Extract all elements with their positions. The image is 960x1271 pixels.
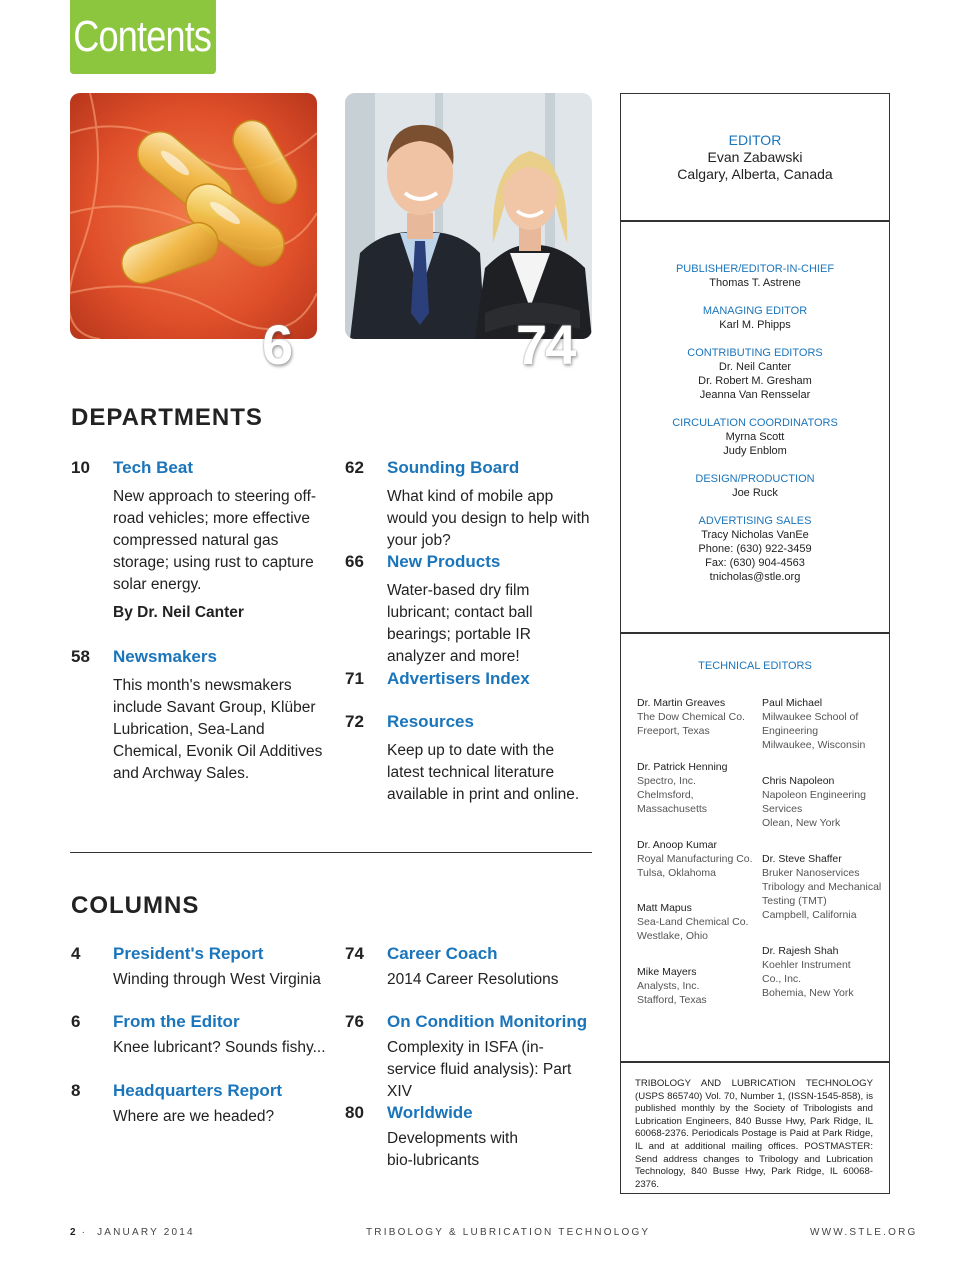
entry-description: Water-based dry film lubricant; contact ball bearings; portable IR analyzer and more! [387,582,533,665]
entry-title[interactable]: Worldwide [387,1103,473,1122]
entry-description: Where are we headed? [113,1108,275,1125]
technical-editor [637,760,757,816]
editor-affiliation: Sea-Land Chemical Co. [637,916,749,928]
entry-title[interactable]: From the Editor [113,1012,240,1031]
technical-editor [637,838,757,880]
page-number: 8 [71,1081,81,1100]
photo-page-number: 74 [516,313,575,376]
editor-affiliation: Milwaukee School of [762,711,859,723]
editor-affiliation: Tulsa, Oklahoma [637,867,716,879]
editor-affiliation: Campbell, California [762,909,857,921]
entry-title[interactable]: New Products [387,552,501,571]
editor-affiliation: Bruker Nanoservices [762,867,860,879]
editor-affiliation: Napoleon Engineering [762,789,866,801]
staff-role: DESIGN/PRODUCTION [695,473,815,485]
staff-role: ADVERTISING SALES [698,515,812,527]
staff-name: Thomas T. Astrene [709,277,801,289]
editor-location: Calgary, Alberta, Canada [677,166,833,182]
sidebar-divider [621,220,889,222]
entry-description: What kind of mobile app would you design to help with your job? [387,488,590,549]
entry-title[interactable]: Sounding Board [387,458,520,477]
page-number: 74 [345,944,364,963]
entry-title[interactable]: On Condition Monitoring [387,1012,588,1031]
footer-website[interactable]: WWW.STLE.ORG [810,1227,918,1238]
editor-affiliation: Milwaukee, Wisconsin [762,739,866,751]
contents-tab: Contents [70,0,216,74]
editor-affiliation: Freeport, Texas [637,725,710,737]
page-number: 76 [345,1012,364,1031]
footer-issue-date: JANUARY 2014 [97,1227,195,1238]
editor-name: Dr. Rajesh Shah [762,945,839,957]
editor-affiliation: Tribology and Mechanical [762,881,882,893]
page-number: 58 [71,647,90,666]
entry-description: Keep up to date with the latest technical literature available in print and online. [387,742,580,803]
editor-affiliation: Olean, New York [762,817,841,829]
editor-affiliation: Testing (TMT) [762,895,827,907]
staff-name: Myrna Scott [725,431,785,443]
fish-oil-capsules-photo [70,93,317,339]
technical-editor [637,696,757,738]
entry-title[interactable]: Advertisers Index [387,669,530,688]
staff-group [621,304,889,332]
entry-description: Complexity in ISFA (in-service fluid analysis): Part XIV [387,1039,572,1100]
entry-description: Winding through West Virginia [113,971,321,988]
entry-title[interactable]: Resources [387,712,474,731]
technical-editor [762,774,887,830]
editor-affiliation: Spectro, Inc. [637,775,696,787]
staff-list [621,262,889,598]
editor-role: EDITOR [728,132,782,148]
editor-affiliation: Massachusetts [637,803,708,815]
entry-title[interactable]: Tech Beat [113,458,193,477]
departments-heading: DEPARTMENTS [71,404,263,431]
photo-page-number: 6 [262,313,292,376]
editor-affiliation: Analysts, Inc. [637,980,700,992]
staff-name: Joe Ruck [732,487,778,499]
entry-title[interactable]: Career Coach [387,944,498,963]
staff-name: Judy Enblom [723,445,787,457]
editor-affiliation: Bohemia, New York [762,987,854,999]
footer-magazine-title: TRIBOLOGY & LUBRICATION TECHNOLOGY [366,1227,651,1238]
editor-affiliation: Engineering [762,725,819,737]
technical-editor [762,696,887,752]
staff-group [621,346,889,402]
staff-group [621,472,889,500]
editor-affiliation: Westlake, Ohio [637,930,709,942]
section-divider [70,852,592,853]
footer-issue [70,1227,195,1238]
staff-name: Jeanna Van Rensselar [699,389,811,401]
editor-affiliation: Stafford, Texas [637,994,707,1006]
staff-role: MANAGING EDITOR [702,305,808,317]
editor-name: Dr. Anoop Kumar [637,839,717,851]
staff-name: Dr. Robert M. Gresham [698,375,812,387]
staff-group [621,514,889,584]
editor-block [621,132,889,183]
staff-name: Tracy Nicholas VanEe [701,529,809,541]
editor-affiliation: Services [762,803,803,815]
sidebar-divider [621,632,889,634]
editor-affiliation: Royal Manufacturing Co. [637,853,753,865]
staff-name: Dr. Neil Canter [718,361,792,373]
page-number: 4 [71,944,81,963]
footer-separator: · [81,1227,88,1238]
sidebar-divider [621,1061,889,1063]
page-number: 66 [345,552,364,571]
editor-name: Dr. Steve Shaffer [762,853,842,865]
page-number: 10 [71,458,90,477]
page-number: 80 [345,1103,364,1122]
staff-role: CIRCULATION COORDINATORS [672,417,838,429]
publication-statement: TRIBOLOGY AND LUBRICATION TECHNOLOGY (USPS 865740) Vol. 70, Number 1, (ISSN-1545-858), is published monthly by the Society of Tribologists and Lubrication Engineers, 840 Busse Hwy, Park Ridge, IL 60068-2376. Periodicals Postage is Paid at Park Ridge, IL and at additional mailing offices. POSTMASTER: Send address changes to Tribology and Lubrication Technology, 840 Busse Hwy, Park Ridge, IL 60068-2376. [635,1078,873,1190]
entry-description: Developments with bio-lubricants [387,1130,518,1169]
staff-name: Karl M. Phipps [719,319,791,331]
entry-title[interactable]: President's Report [113,944,264,963]
technical-editors-heading: TECHNICAL EDITORS [698,660,812,672]
entry-title[interactable]: Headquarters Report [113,1081,283,1100]
page-number: 62 [345,458,364,477]
entry-title[interactable]: Newsmakers [113,647,217,666]
staff-phone: Phone: (630) 922-3459 [698,543,812,555]
editor-name: Dr. Patrick Henning [637,761,728,773]
editor-affiliation: The Dow Chemical Co. [637,711,745,723]
editor-name: Chris Napoleon [762,775,835,787]
editor-name: Matt Mapus [637,902,692,914]
editor-affiliation: Co., Inc. [762,973,802,985]
editor-affiliation: Chelmsford, [637,789,694,801]
staff-role: CONTRIBUTING EDITORS [687,347,823,359]
staff-email[interactable]: tnicholas@stle.org [709,571,801,583]
page-number: 6 [71,1012,81,1031]
entry-description: This month's newsmakers include Savant Group, Klüber Lubrication, Sea-Land Chemical, Evonik Oil Additives and Archway Sales. [113,677,323,782]
staff-fax: Fax: (630) 904-4563 [705,557,805,569]
entry-byline: By Dr. Neil Canter [113,604,244,621]
entry-description: Knee lubricant? Sounds fishy... [113,1039,326,1056]
editor-affiliation: Koehler Instrument [762,959,851,971]
technical-editor [762,944,887,1000]
entry-description: New approach to steering off-road vehicles; more effective compressed natural gas storage; using rust to capture solar energy. [113,488,317,593]
staff-role: PUBLISHER/EDITOR-IN-CHIEF [675,263,835,275]
masthead-sidebar [620,93,890,1194]
editor-name: Evan Zabawski [707,149,803,165]
columns-heading: COLUMNS [71,892,200,919]
editor-name: Mike Mayers [637,966,697,978]
footer-page-number: 2 [70,1227,76,1238]
page-number: 72 [345,712,364,731]
technical-editor [637,965,757,1007]
staff-group [621,416,889,458]
page-number: 71 [345,669,364,688]
entry-description: 2014 Career Resolutions [387,971,559,988]
business-people-photo [345,93,592,339]
technical-editor [637,901,757,943]
technical-editor [762,852,887,922]
staff-group [621,262,889,290]
editor-name: Paul Michael [762,697,823,709]
editor-name: Dr. Martin Greaves [637,697,726,709]
